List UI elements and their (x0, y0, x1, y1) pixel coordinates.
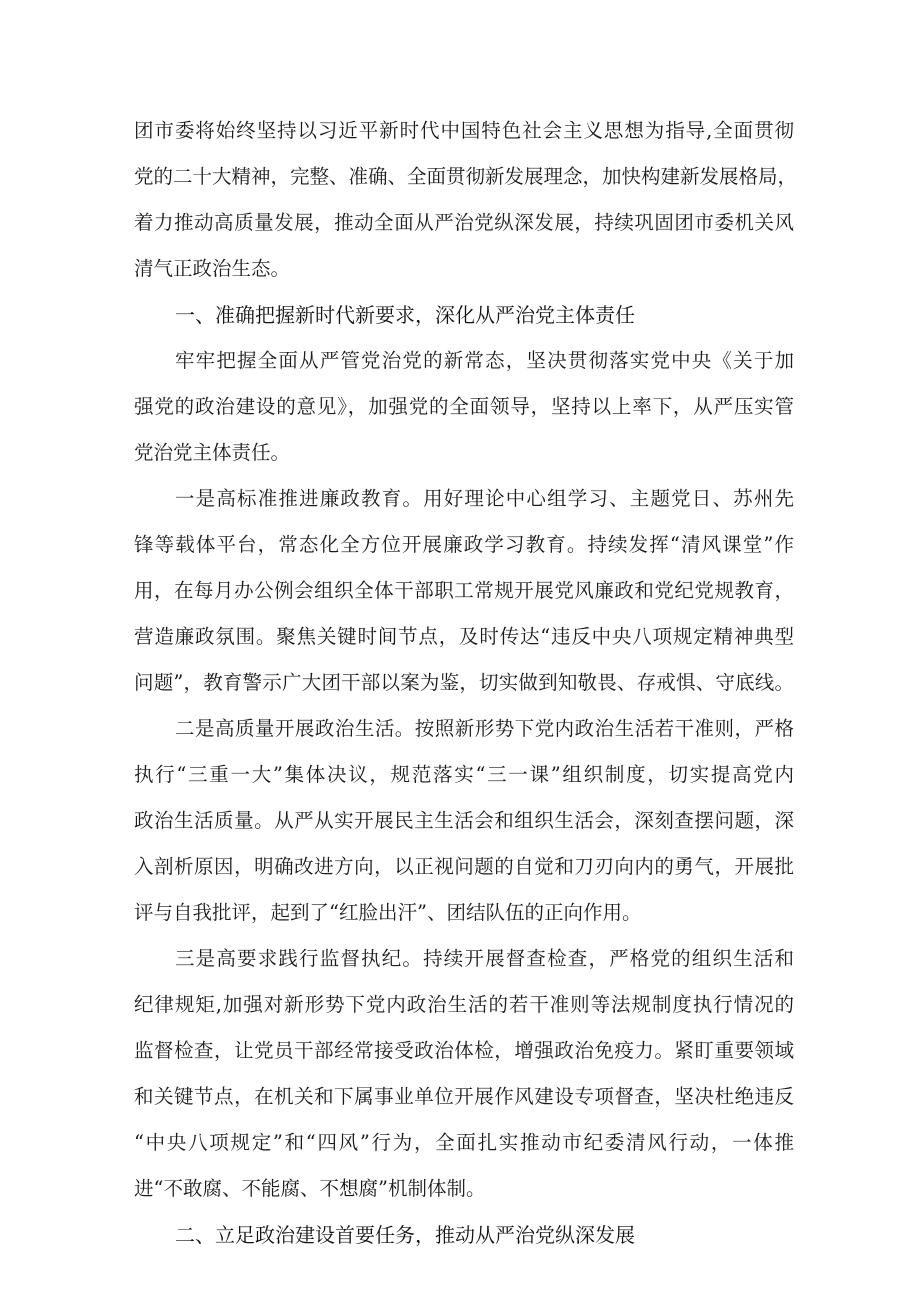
section1-line-1: 牢牢把握全面从严管党治党的新常态，坚决贯彻落实党中央《关于加 (175, 349, 794, 372)
section-heading-2: 二、立足政治建设首要任务，推动从严治党纵深发展 (175, 1223, 635, 1247)
section1-line-3: 党治党主体责任。 (134, 441, 291, 464)
point3-line-2: 纪律规矩,加强对新形势下党内政治生活的若干准则等法规制度执行情况的 (134, 993, 794, 1016)
point2-line-1: 二是高质量开展政治生活。按照新形势下党内政治生活若干准则，严格 (175, 717, 794, 740)
point1-line-3: 用，在每月办公例会组织全体干部职工常规开展党风廉政和党纪党规教育， (134, 579, 794, 602)
intro-line-1: 团市委将始终坚持以习近平新时代中国特色社会主义思想为指导,全面贯彻 (134, 119, 794, 142)
point3-line-5: “中央八项规定”和“四风”行为，全面扎实推动市纪委清风行动，一体推 (134, 1131, 794, 1154)
point1-line-1: 一是高标准推进廉政教育。用好理论中心组学习、主题党日、苏州先 (175, 487, 794, 510)
point1-line-5: 问题”，教育警示广大团干部以案为鉴，切实做到知敬畏、存戒惧、守底线。 (134, 671, 794, 694)
point3-line-4: 和关键节点，在机关和下属事业单位开展作风建设专项督查，坚决杜绝违反 (134, 1085, 794, 1108)
point1-line-2: 锋等载体平台，常态化全方位开展廉政学习教育。持续发挥“清风课堂”作 (134, 533, 794, 556)
point3-line-1: 三是高要求践行监督执纪。持续开展督查检查，严格党的组织生活和 (175, 947, 794, 970)
point2-line-2: 执行“三重一大”集体决议，规范落实“三一课”组织制度，切实提高党内 (134, 763, 794, 786)
intro-line-2: 党的二十大精神，完整、准确、全面贯彻新发展理念，加快构建新发展格局， (134, 165, 798, 188)
intro-line-3: 着力推动高质量发展，推动全面从严治党纵深发展，持续巩固团市委机关风 (134, 211, 794, 234)
point2-line-4: 入剖析原因，明确改进方向，以正视问题的自觉和刀刃向内的勇气，开展批 (134, 855, 794, 878)
point2-line-5: 评与自我批评，起到了“红脸出汗”、团结队伍的正向作用。 (134, 901, 642, 924)
intro-line-4: 清气正政治生态。 (134, 257, 291, 280)
point3-line-6: 进“不敢腐、不能腐、不想腐”机制体制。 (134, 1177, 486, 1200)
section1-line-2: 强党的政治建设的意见》，加强党的全面领导，坚持以上率下，从严压实管 (134, 395, 794, 418)
point3-line-3: 监督检查，让党员干部经常接受政治体检，增强政治免疫力。紧盯重要领域 (134, 1039, 794, 1062)
point2-line-3: 政治生活质量。从严从实开展民主生活会和组织生活会，深刻查摆问题，深 (134, 809, 794, 832)
point1-line-4: 营造廉政氛围。聚焦关键时间节点，及时传达“违反中央八项规定精神典型 (134, 625, 794, 648)
section-heading-1: 一、准确把握新时代新要求，深化从严治党主体责任 (175, 303, 635, 327)
